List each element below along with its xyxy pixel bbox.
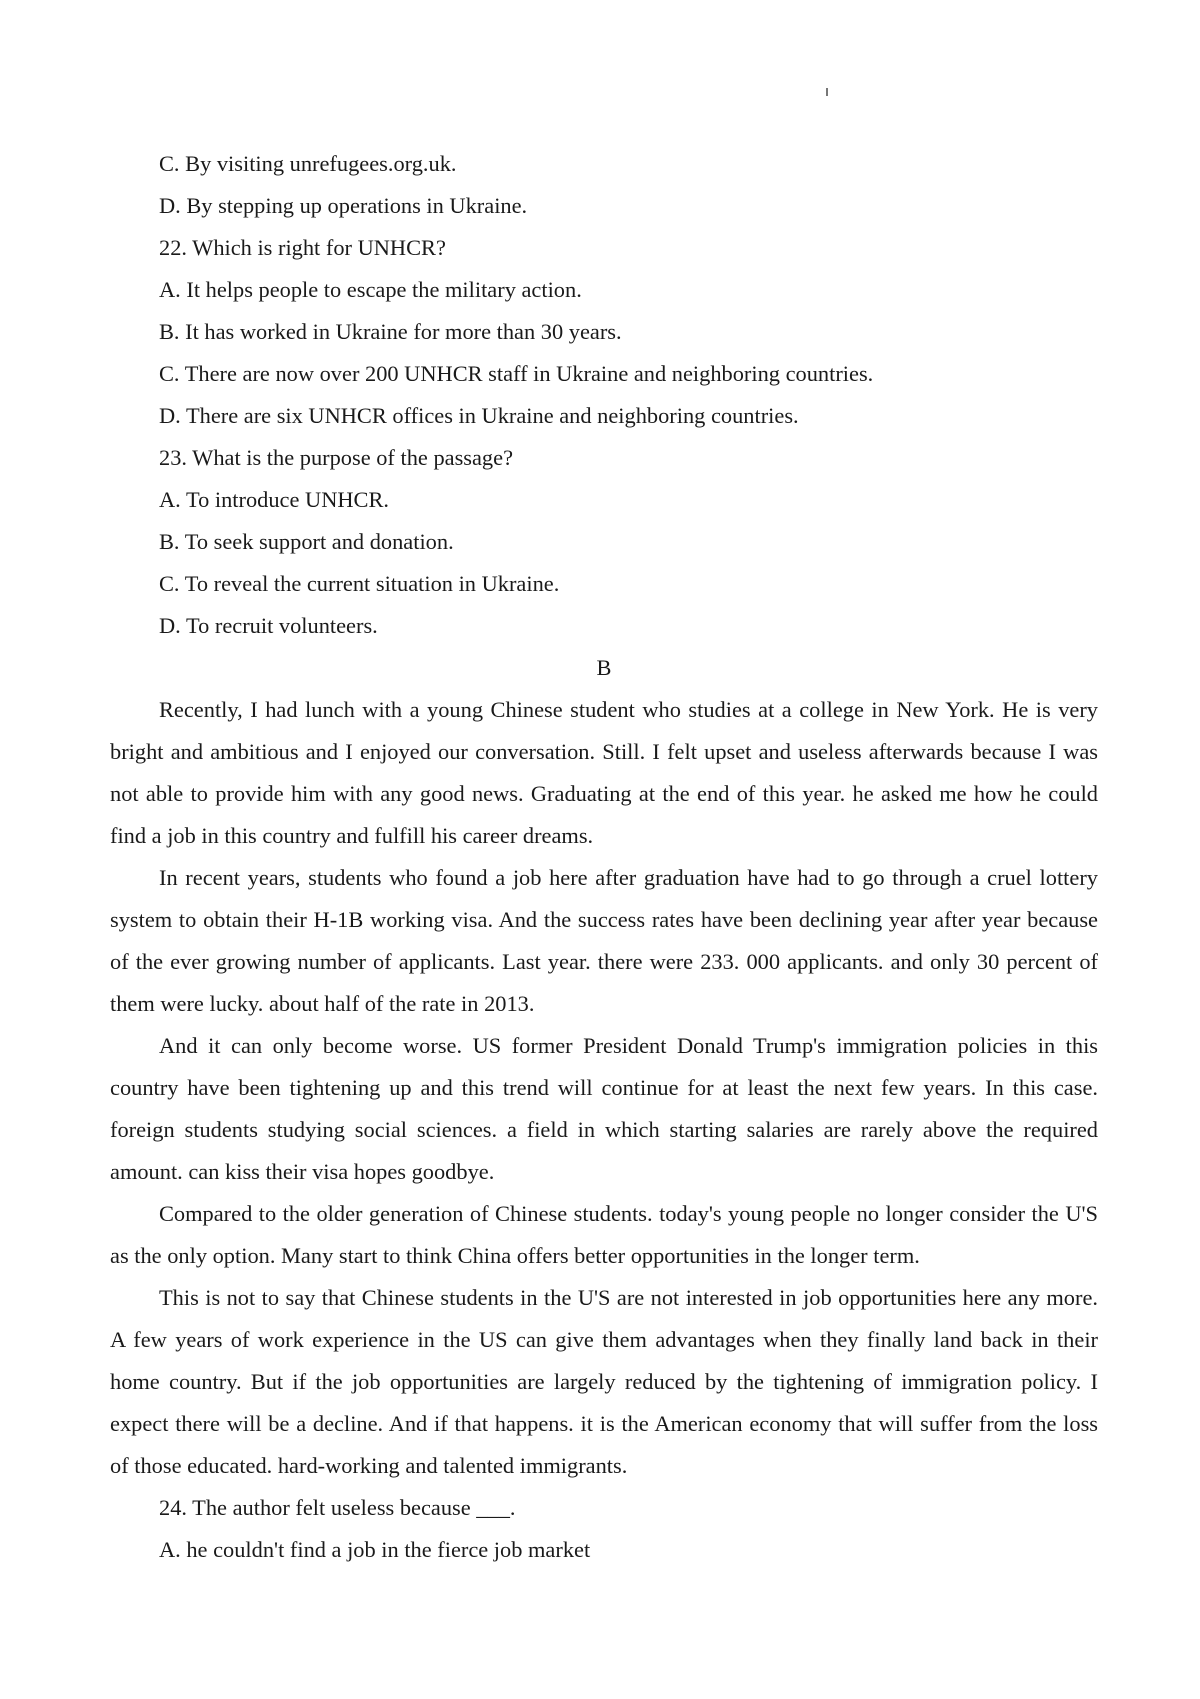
q22-stem: 22. Which is right for UNHCR?	[159, 235, 446, 260]
q22-option-b: B. It has worked in Ukraine for more than 30 years.	[159, 319, 622, 344]
q23-option-b: B. To seek support and donation.	[159, 529, 454, 554]
passage-paragraph-1: Recently, I had lunch with a young Chinese student who studies at a college in New York. He is very bright and ambitious and I enjoyed our conversation. Still. I felt upset and useless afterwards because I was not able to provide him with any good news. Graduating at the end of this year. he asked me how he could find a job in this country and fulfill his career dreams.	[110, 697, 1098, 848]
q21-option-d: D. By stepping up operations in Ukraine.	[159, 193, 528, 218]
q22-option-d: D. There are six UNHCR offices in Ukraine and neighboring countries.	[159, 403, 799, 428]
q21-option-c: C. By visiting unrefugees.org.uk.	[159, 151, 457, 176]
q23-stem: 23. What is the purpose of the passage?	[159, 445, 514, 470]
q24-option-a: A. he couldn't find a job in the fierce job market	[159, 1537, 591, 1562]
q22-option-a: A. It helps people to escape the military action.	[159, 277, 582, 302]
scan-mark	[826, 88, 828, 96]
q23-option-c: C. To reveal the current situation in Ukraine.	[159, 571, 560, 596]
page-content	[110, 143, 1098, 1571]
passage-paragraph-4: Compared to the older generation of Chinese students. today's young people no longer consider the U'S as the only option. Many start to think China offers better opportunities in the longer term.	[110, 1201, 1098, 1268]
q22-option-c: C. There are now over 200 UNHCR staff in Ukraine and neighboring countries.	[159, 361, 874, 386]
q23-option-d: D. To recruit volunteers.	[159, 613, 378, 638]
passage-paragraph-2: In recent years, students who found a job here after graduation have had to go through a cruel lottery system to obtain their H-1B working visa. And the success rates have been declining year after year because of the ever growing number of applicants. Last year. there were 233. 000 applicants. and only 30 percent of them were lucky. about half of the rate in 2013.	[110, 865, 1098, 1016]
passage-paragraph-5: This is not to say that Chinese students in the U'S are not interested in job opportunities here any more. A few years of work experience in the US can give them advantages when they finally land back in their home country. But if the job opportunities are largely reduced by the tightening of immigration policy. I expect there will be a decline. And if that happens. it is the American economy that will suffer from the loss of those educated. hard-working and talented immigrants.	[110, 1285, 1098, 1478]
q23-option-a: A. To introduce UNHCR.	[159, 487, 389, 512]
passage-paragraph-3: And it can only become worse. US former President Donald Trump's immigration policies in this country have been tightening up and this trend will continue for at least the next few years. In this case. foreign students studying social sciences. a field in which starting salaries are rarely above the required amount. can kiss their visa hopes goodbye.	[110, 1033, 1098, 1184]
section-heading: B	[596, 655, 612, 680]
q24-stem: 24. The author felt useless because ___.	[159, 1495, 516, 1520]
